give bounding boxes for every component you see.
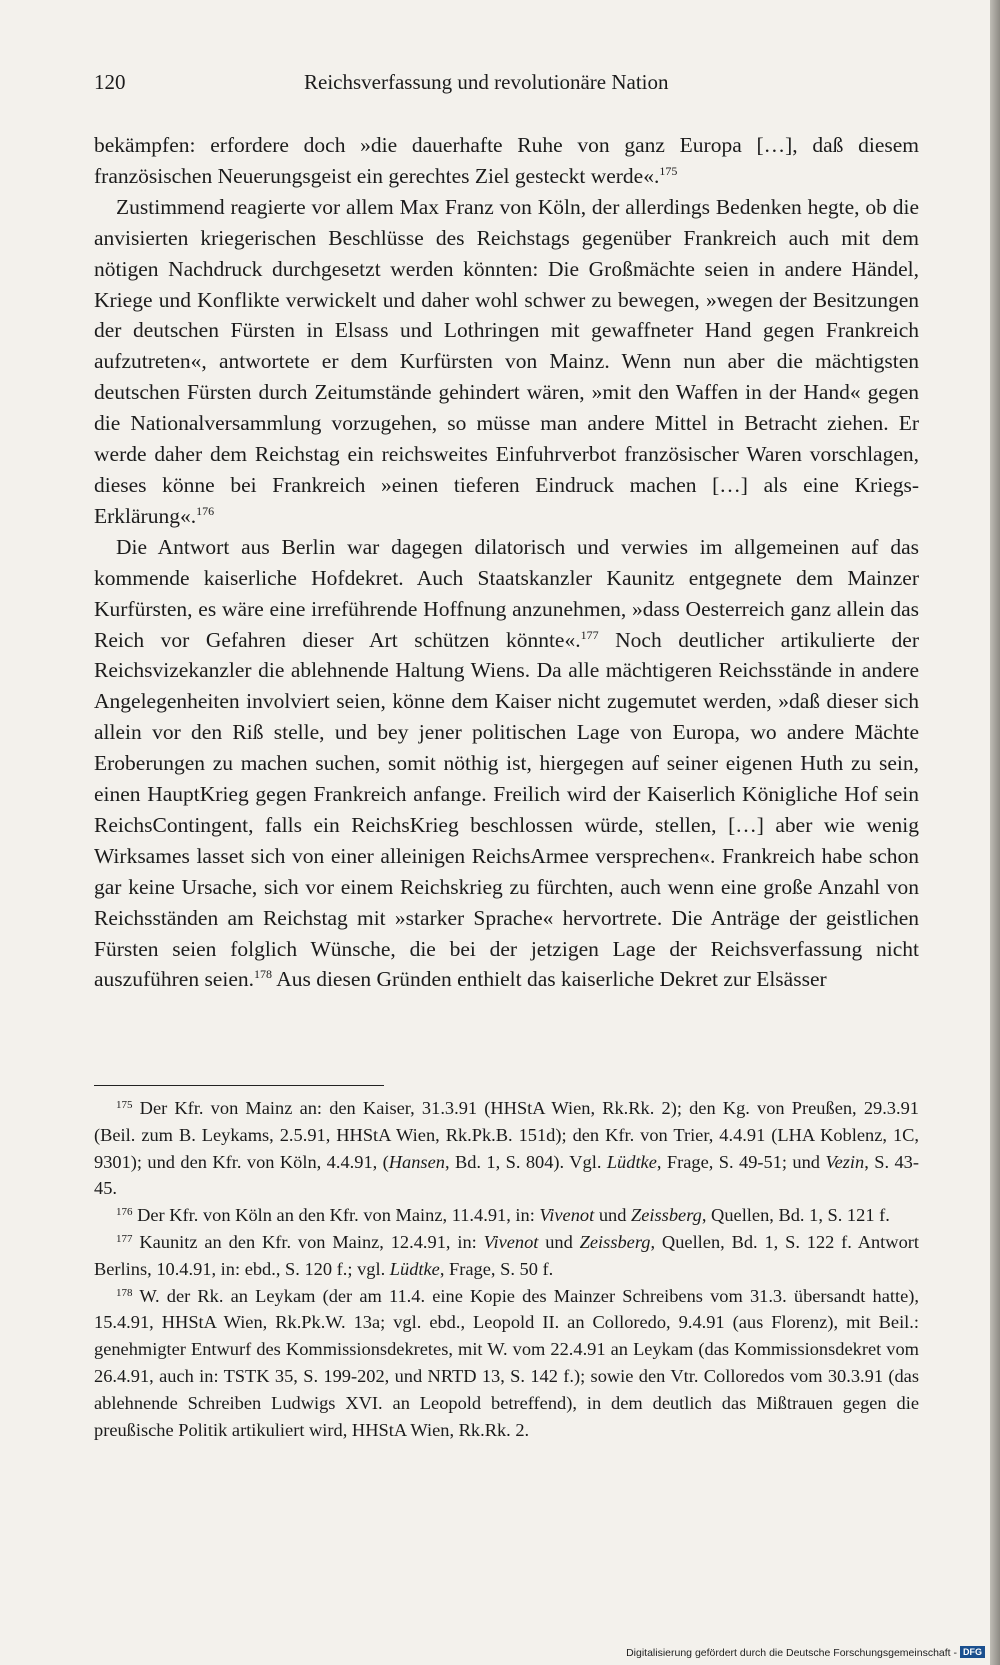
paragraph-1: bekämpfen: erfordere doch »die dauerhafte Ruhe von ganz Europa […], daß diesem französischen Neuerungsgeist ein gerechtes Ziel gesteckt werde«.$^{175}$ bbox=[94, 133, 919, 188]
dfg-logo: DFG bbox=[960, 1646, 985, 1658]
paragraph-2: Zustimmend reagierte vor allem Max Franz von Köln, der allerdings Bedenken hegte, ob die anvisierten kriegerischen Beschlüsse des Reichstags gegenüber Frankreich auch mit dem nötigen Nachdruck durchgesetzt werden könnten: Die Großmächte seien in andere Händel, Kriege und Konflikte verwickelt und daher wohl schwer zu bewegen, »wegen der Besitzungen der deutschen Fürsten in Elsass und Lothringen mit gewaffneter Hand gegen Frankreich aufzutreten«, antwortete er dem Kurfürsten von Mainz. Wenn nun aber die mächtigsten deutschen Fürsten durch Zeitumstände gehindert wären, »mit den Waffen in der Hand« gegen die Nationalversammlung vorzugehen, so müsse man andere Mittel in Betracht ziehen. Er werde daher dem Reichstag ein reichsweites Einfuhrverbot französischer Waren vorschlagen, dieses könne bei Frankreich »einen tieferen Eindruck machen […] als eine Kriegs-Erklärung«.$^{176}$ bbox=[94, 194, 919, 528]
page-number: 120 bbox=[94, 70, 126, 94]
footnote-177: $^{177}$ Kaunitz an den Kfr. von Mainz, 12.4.91, in: Vivenot und Zeissberg, Quellen, Bd. 1, S. 122 f. Antwort Berlins, 10.4.91, in: ebd., S. 120 f.; vgl. Lüdtke, Frage, S. 50 f. bbox=[94, 1231, 919, 1279]
page-edge bbox=[990, 0, 1000, 1665]
digitization-credit: Digitalisierung gefördert durch die Deutsche Forschungsgemeinschaft - DFG bbox=[600, 1646, 985, 1659]
page-header bbox=[94, 70, 919, 102]
footnote-178: $^{178}$ W. der Rk. an Leykam (der am 11.4. eine Kopie des Mainzer Schreibens vom 31.3. übersandt hatte), 15.4.91, HHStA Wien, Rk.Pk.W. 13a; vgl. ebd., Leopold II. an Colloredo, 9.4.91 (aus Florenz), mit Beil.: genehmigter Entwurf des Kommissionsdekretes, mit W. vom 22.4.91 an Leykam (das Kommissionsdekret vom 26.4.91, auch in: TSTK 35, S. 199-202, und NRTD 13, S. 142 f.); sowie den Vtr. Colloredos vom 30.3.91 (das ablehnende Schreiben Ludwigs XVI. an Leopold betreffend), in dem deutlich das Mißtrauen gegen die preußische Politik artikuliert wird, HHStA Wien, Rk.Rk. 2. bbox=[94, 1285, 919, 1440]
body-text bbox=[94, 130, 919, 995]
footnote-ref-176: 176 bbox=[196, 503, 215, 518]
footnote-176: $^{176}$ Der Kfr. von Köln an den Kfr. von Mainz, 11.4.91, in: Vivenot und Zeissberg, Quellen, Bd. 1, S. 121 f. bbox=[116, 1205, 890, 1226]
footnote-ref-175: 175 bbox=[659, 163, 678, 178]
footnote-175: $^{175}$ Der Kfr. von Mainz an: den Kaiser, 31.3.91 (HHStA Wien, Rk.Rk. 2); den Kg. von Preußen, 29.3.91 (Beil. zum B. Leykams, 2.5.91, HHStA Wien, Rk.Pk.B. 151d); den Kfr. von Trier, 4.4.91 (LHA Koblenz, 1C, 9301); und den Kfr. von Köln, 4.4.91, (Hansen, Bd. 1, S. 804). Vgl. Lüdtke, Frage, S. 49-51; und Vezin, S. 43-45. bbox=[94, 1098, 919, 1199]
footnotes bbox=[94, 1095, 919, 1443]
running-title: Reichsverfassung und revolutionäre Nation bbox=[304, 70, 669, 94]
footnote-ref-177: 177 bbox=[580, 627, 599, 642]
paragraph-3: Die Antwort aus Berlin war dagegen dilatorisch und verwies im allgemeinen auf das kommende kaiserliche Hofdekret. Auch Staatskanzler Kaunitz entgegnete dem Mainzer Kurfürsten, es wäre eine irreführende Hoffnung anzunehmen, »dass Oesterreich ganz allein das Reich vor Gefahren dieser Art schützen könnte«.$^{177}$ Noch deutlicher artikulierte der Reichsvizekanzler die ablehnende Haltung Wiens. Da alle mächtigeren Reichsstände in andere Angelegenheiten involviert seien, könne dem Kaiser nicht zugemutet werden, »daß dieser sich allein vor den Riß stelle, und bey jener politischen Lage von Europa, wo andere Mächte Eroberungen zu machen suchen, somit nöthig ist, hiergegen auf seiner eigenen Huth zu sein, einen HauptKrieg gegen Frankreich anfange. Freilich wird der Kaiserlich Königliche Hof sein ReichsContingent, falls ein ReichsKrieg beschlossen würde, stellen, […] aber wie wenig Wirksames lasset sich von einer alleinigen ReichsArmee versprechen«. Frankreich habe schon gar keine Ursache, sich vor einem Reichskrieg zu fürchten, auch wenn eine große Anzahl von Reichsständen am Reichstag mit »starker Sprache« hervortrete. Die Anträge der geistlichen Fürsten seien folglich Wünsche, die bei der jetzigen Lage der Reichsverfassung nicht auszuführen seien.$^{178}$ Aus diesen Gründen enthielt das kaiserliche Dekret zur Elsässer bbox=[94, 534, 920, 992]
footnote-divider bbox=[94, 1085, 384, 1086]
footnote-ref-178: 178 bbox=[254, 967, 272, 982]
